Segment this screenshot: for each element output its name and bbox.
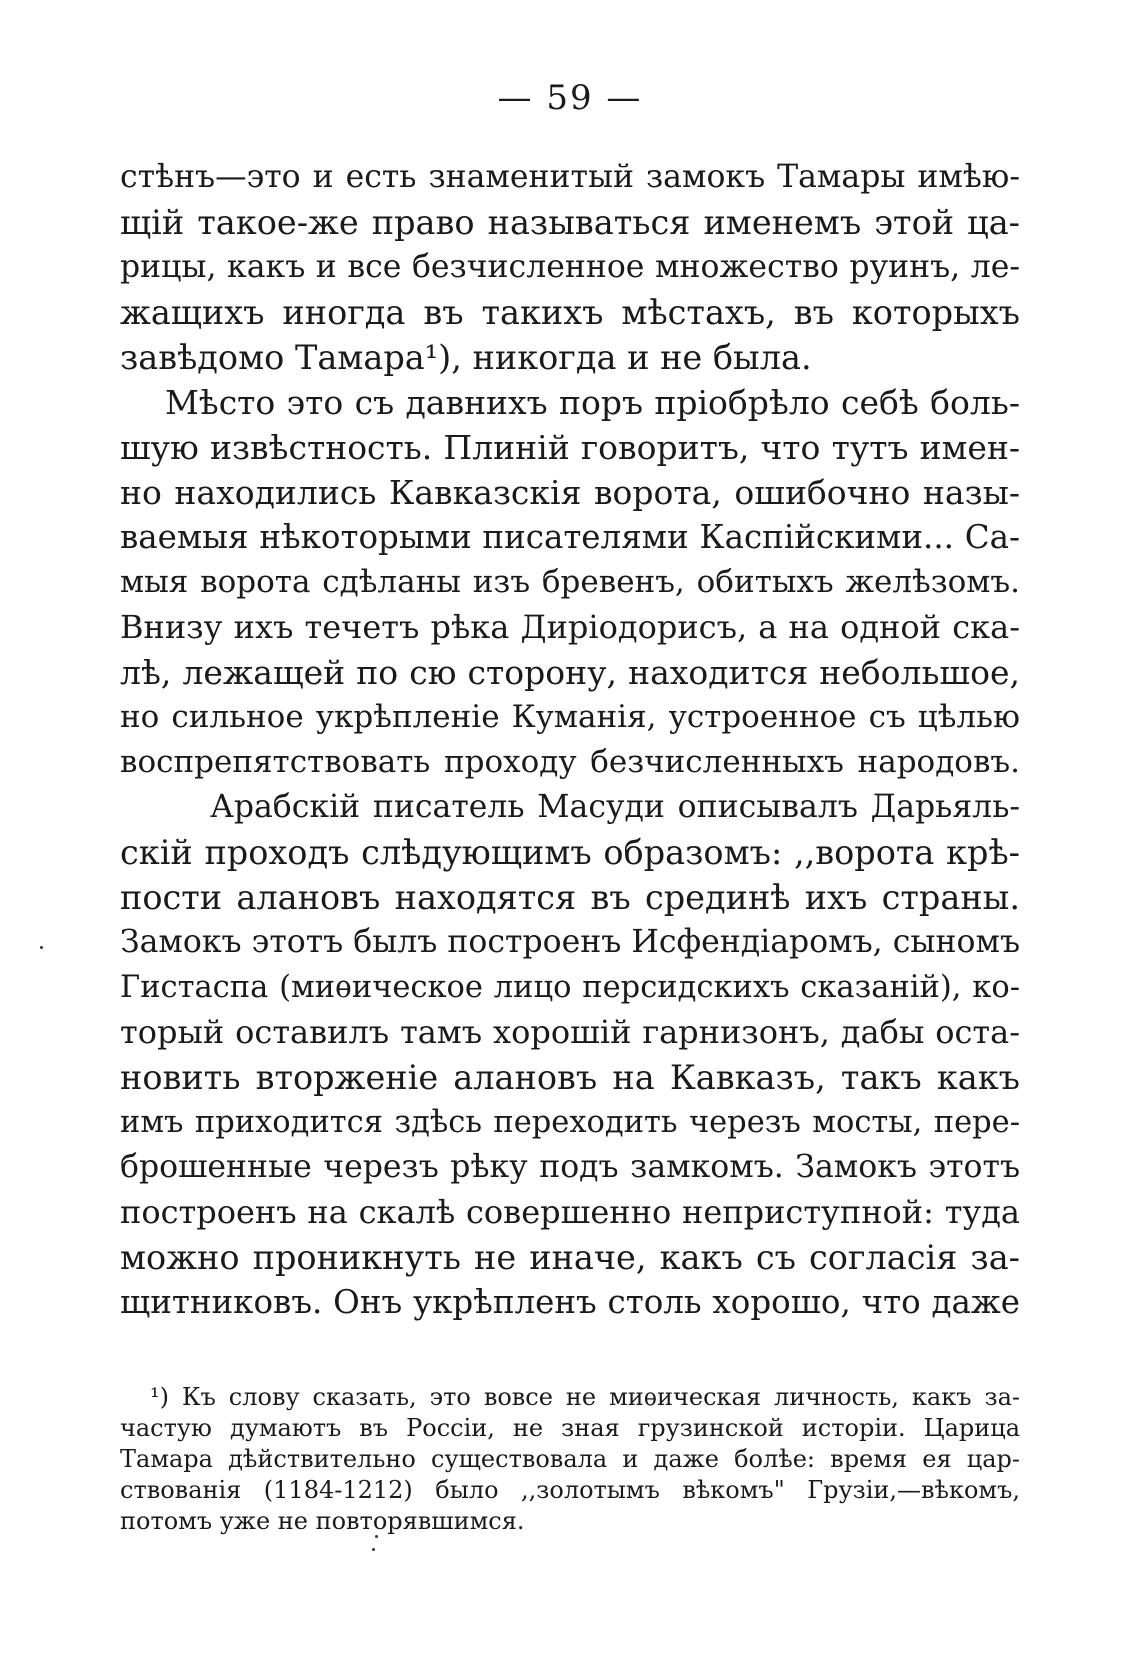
text-line: но находились Кавказскія ворота, ошибочно назы- bbox=[120, 473, 1020, 512]
text-line: завѣдомо Тамара¹), никогда и не была. bbox=[120, 338, 812, 377]
text-line: но сильное укрѣпленіе Куманія, устроенное съ цѣлью bbox=[120, 699, 1020, 735]
text-line: Внизу ихъ течетъ рѣка Диріодорисъ, а на одной ска- bbox=[120, 608, 1020, 646]
body-text bbox=[120, 155, 1020, 1325]
speck-mark bbox=[372, 1548, 375, 1551]
text-line: щитниковъ. Онъ укрѣпленъ столь хорошо, что даже bbox=[120, 1283, 1020, 1321]
text-line: щій такое-же право называться именемъ этой ца- bbox=[120, 203, 1020, 242]
speck-mark bbox=[40, 946, 43, 949]
footnotes bbox=[120, 1382, 1020, 1537]
text-line: воспрепятствовать проходу безчисленныхъ народовъ. bbox=[120, 744, 1020, 780]
text-line: скій проходъ слѣдующимъ образомъ: ,,ворота крѣ- bbox=[120, 833, 1020, 872]
text-line: Гистаспа (миѳическое лицо персидскихъ сказаній), ко- bbox=[120, 970, 1020, 1005]
text-line: торый оставилъ тамъ хорошій гарнизонъ, дабы оста- bbox=[120, 1013, 1020, 1051]
text-line: шую извѣстность. Плиній говоритъ, что тутъ имен- bbox=[120, 428, 1020, 467]
footnote-line: потомъ уже не повторявшимся. bbox=[120, 1507, 525, 1535]
footnote-line: ¹) Къ слову сказать, это вовсе не миѳическая личность, какъ за- bbox=[150, 1383, 1020, 1411]
text-line: жащихъ иногда въ такихъ мѣстахъ, въ которыхъ bbox=[120, 293, 1020, 332]
text-line: ваемыя нѣкоторыми писателями Каспійскими... Са- bbox=[120, 518, 1020, 556]
footnote-line: Тамара дѣйствительно существовала и даже болѣе: время ея цар- bbox=[120, 1445, 1020, 1473]
text-line: стѣнъ—это и есть знаменитый замокъ Тамары имѣю- bbox=[120, 159, 1020, 195]
text-line: Замокъ этотъ былъ построенъ Исфендіаромъ, сыномъ bbox=[120, 924, 1020, 960]
footnote-line: частую думаютъ въ Россіи, не зная грузинской исторіи. Царица bbox=[120, 1414, 1020, 1442]
text-line: пости алановъ находятся въ срединѣ ихъ страны. bbox=[120, 878, 1020, 917]
text-line: брошенные черезъ рѣку подъ замкомъ. Замокъ этотъ bbox=[120, 1149, 1020, 1185]
text-line: можно проникнуть не иначе, какъ съ согласія за- bbox=[120, 1238, 1020, 1277]
text-line: имъ приходится здѣсь переходить черезъ мосты, пере- bbox=[120, 1105, 1020, 1140]
text-line: построенъ на скалѣ совершенно неприступной: туда bbox=[120, 1193, 1020, 1231]
text-line: Арабскій писатель Масуди описывалъ Дарьяль- bbox=[210, 789, 1020, 825]
footnote-line: ствованія (1184-1212) было ,,золотымъ вѣкомъ" Грузіи,—вѣкомъ, bbox=[120, 1476, 1020, 1504]
text-line: лѣ, лежащей по сю сторону, находится небольшое, bbox=[120, 653, 1020, 692]
text-line: Мѣсто это съ давнихъ поръ пріобрѣло себѣ боль- bbox=[165, 383, 1020, 422]
text-line: мыя ворота сдѣланы изъ бревенъ, обитыхъ желѣзомъ. bbox=[120, 564, 1020, 600]
page-number: — 59 — bbox=[497, 78, 643, 118]
text-line: рицы, какъ и все безчисленное множество руинъ, ле- bbox=[120, 249, 1020, 285]
speck-mark bbox=[375, 1535, 378, 1538]
text-line: новить вторженіе алановъ на Кавказъ, такъ какъ bbox=[120, 1058, 1020, 1097]
